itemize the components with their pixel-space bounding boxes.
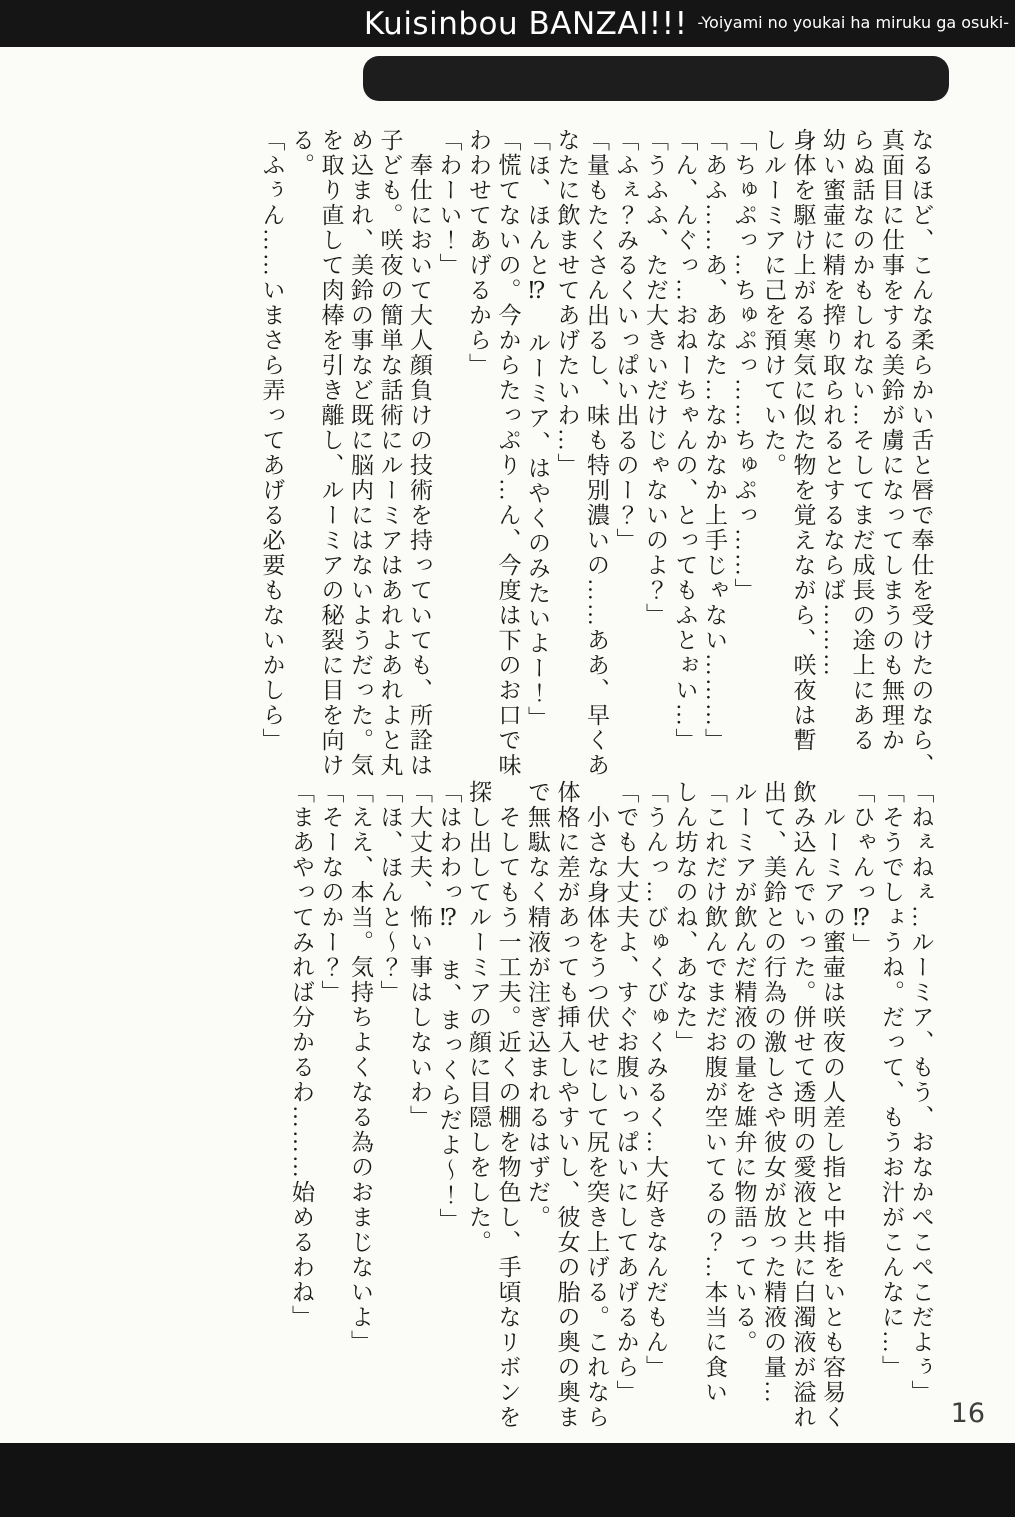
text-line: 探し出してルーミアの顔に目隠しをした。 xyxy=(466,780,491,1255)
text-line: 「ほ、ほんと⁉ ルーミア、はやくのみたいよー！」 xyxy=(525,128,550,731)
text-line: 「まあやってみれば分かるわ………始めるわね」 xyxy=(289,780,314,1330)
text-line: 小さな身体をうつ伏せにして尻を突き上げる。これなら xyxy=(584,780,609,1430)
text-line: 子ども。咲夜の簡単な話術にルーミアはあれよあれよと丸 xyxy=(377,128,403,778)
text-line: 「ちゅぷっ…ちゅぷっ……ちゅぷっ……」 xyxy=(731,128,757,603)
text-line: 「ねぇねぇ…ルーミア、もう、おなかぺこぺこだよぅ」 xyxy=(908,780,934,1405)
header-title: Kuisinbou BANZAI!!! xyxy=(363,5,688,42)
text-line: で無駄なく精液が注ぎ込まれるはずだ。 xyxy=(525,780,550,1230)
text-line: 「量もたくさん出るし、味も特別濃いの……ああ、早くあ xyxy=(584,128,609,778)
text-line: め込まれ、美鈴の事など既に脳内にはないようだった。気 xyxy=(348,128,373,778)
text-line: らぬ話なのかもしれない…そしてまだ成長の途上にある xyxy=(849,128,875,753)
page-number: 16 xyxy=(950,1398,985,1429)
text-line: 「はわわっ⁉ ま、まっくらだよ～！」 xyxy=(436,780,462,1233)
text-line: 真面目に仕事をする美鈴が虜になってしまうのも無理か xyxy=(879,128,904,753)
text-line: 「慌てないの。今からたっぷり…ん、今度は下のお口で味 xyxy=(495,128,521,778)
text-line: 「大丈夫、怖い事はしないわ」 xyxy=(407,780,432,1130)
text-line: 「うんっ…びゅくびゅくみるく…大好きなんだもん」 xyxy=(643,780,668,1380)
text-line: 「うふふ、ただ大きいだけじゃないのよ？」 xyxy=(643,128,668,628)
header-subtitle: -Yoiyami no youkai ha miruku ga osuki- xyxy=(697,13,1009,32)
text-block-top xyxy=(254,128,939,778)
text-line: 出て、美鈴との行為の激しさや彼女が放った精液の量… xyxy=(761,780,786,1405)
text-line: 「そうでしょうね。だって、もうお汁がこんなに…」 xyxy=(879,780,904,1380)
footer-bar xyxy=(0,1443,1015,1517)
text-line: なたに飲ませてあげたいわ…」 xyxy=(554,128,580,478)
text-line: 「ふぅん……いまさら弄ってあげる必要もないかしら」 xyxy=(259,128,285,753)
header-bar xyxy=(0,0,1015,47)
text-line: 奉仕において大人顔負けの技術を持っていても、所詮は xyxy=(407,128,432,778)
text-line: 体格に差があっても挿入しやすいし、彼女の胎の奥の奥ま xyxy=(554,780,580,1430)
text-line: 「あふ……あ、あなた…なかなか上手じゃない………」 xyxy=(702,128,727,753)
text-line: 「そーなのかー？」 xyxy=(318,780,344,1005)
text-line: そしてもう一工夫。近くの棚を物色し、手頃なリボンを xyxy=(495,780,521,1430)
text-line: 「ええ、本当。気持ちよくなる為のおまじないよ」 xyxy=(348,780,373,1355)
text-line: なるほど、こんな柔らかい舌と唇で奉仕を受けたのなら、 xyxy=(908,128,934,778)
text-line: 「ひゃんっ⁉」 xyxy=(849,780,875,958)
text-line: 「ん、んぐっ…おねーちゃんの、とってもふとぉい…」 xyxy=(672,128,698,753)
text-line: わわせてあげるから」 xyxy=(466,128,491,378)
text-line: 「わーい！」 xyxy=(436,128,462,278)
text-line: ルーミアの蜜壷は咲夜の人差し指と中指をいとも容易く xyxy=(820,780,845,1430)
text-line: 「これだけ飲んでまだお腹が空いてるの？…本当に食い xyxy=(702,780,727,1405)
decorative-black-bar xyxy=(363,56,949,101)
text-line: しん坊なのね、あなた」 xyxy=(672,780,698,1055)
text-line: 「ほ、ほんと～？」 xyxy=(377,780,403,1005)
text-line: しルーミアに己を預けていた。 xyxy=(761,128,786,478)
text-line: 「ふぇ？みるくいっぱい出るのー？」 xyxy=(613,128,639,553)
text-line: 「でも大丈夫よ、すぐお腹いっぱいにしてあげるから」 xyxy=(613,780,639,1405)
text-line: 幼い蜜壷に精を搾り取られるとするならば……… xyxy=(820,128,845,678)
text-line: る。 xyxy=(289,128,314,178)
text-block-bottom xyxy=(284,780,940,1430)
text-line: を取り直して肉棒を引き離し、ルーミアの秘裂に目を向け xyxy=(318,128,344,778)
text-line: 飲み込んでいった。併せて透明の愛液と共に白濁液が溢れ xyxy=(790,780,816,1430)
text-line: 身体を駆け上がる寒気に似た物を覚えながら、咲夜は暫 xyxy=(790,128,816,753)
text-line: ルーミアが飲んだ精液の量を雄弁に物語っている。 xyxy=(731,780,757,1355)
